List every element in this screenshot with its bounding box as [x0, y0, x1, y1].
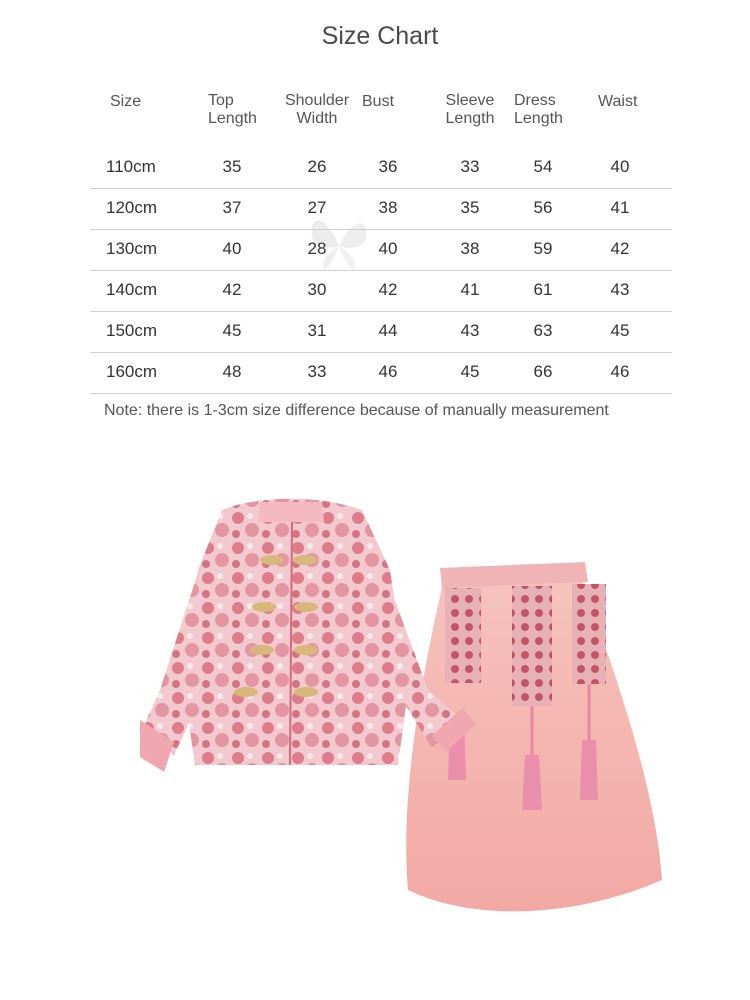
table-row: [90, 230, 672, 271]
header-top-length: Top Length: [208, 92, 257, 127]
header-waist: Waist: [598, 93, 638, 110]
cell-waist: 40: [610, 157, 630, 176]
cell-sleeve-length: 45: [460, 362, 480, 381]
product-photo: [140, 480, 680, 940]
cell-size: 130cm: [106, 239, 158, 258]
cell-sleeve-length: 38: [460, 239, 480, 258]
table-row: [90, 353, 672, 394]
header-size: Size: [110, 93, 142, 110]
cell-shoulder-width: 30: [307, 280, 327, 299]
jacket: [140, 499, 476, 772]
cell-waist: 41: [610, 198, 630, 217]
cell-waist: 46: [610, 362, 630, 381]
cell-bust: 36: [378, 157, 398, 176]
table-header: [90, 92, 672, 148]
cell-top-length: 35: [222, 157, 242, 176]
measurement-note: Note: there is 1-3cm size difference because of manually measurement: [104, 402, 609, 419]
cell-waist: 42: [610, 239, 630, 258]
table-row: [90, 189, 672, 230]
cell-sleeve-length: 33: [460, 157, 480, 176]
header-sleeve-length: Sleeve Length: [445, 92, 495, 127]
cell-size: 150cm: [106, 321, 158, 340]
cell-dress-length: 59: [533, 239, 553, 258]
cell-bust: 46: [378, 362, 398, 381]
cell-dress-length: 66: [533, 362, 553, 381]
cell-top-length: 37: [222, 198, 242, 217]
cell-size: 140cm: [106, 280, 158, 299]
header-shoulder-width: Shoulder Width: [284, 92, 350, 127]
cell-bust: 38: [378, 198, 398, 217]
cell-bust: 40: [378, 239, 398, 258]
header-dress-length: Dress Length: [514, 92, 563, 127]
cell-shoulder-width: 31: [307, 321, 327, 340]
table-row: [90, 148, 672, 189]
cell-waist: 43: [610, 280, 630, 299]
cell-top-length: 42: [222, 280, 242, 299]
cell-dress-length: 56: [533, 198, 553, 217]
cell-dress-length: 54: [533, 157, 553, 176]
cell-top-length: 45: [222, 321, 242, 340]
cell-dress-length: 63: [533, 321, 553, 340]
header-bust: Bust: [362, 93, 395, 110]
table-row: [90, 271, 672, 312]
cell-shoulder-width: 27: [307, 198, 327, 217]
cell-shoulder-width: 33: [307, 362, 327, 381]
cell-bust: 42: [378, 280, 398, 299]
cell-shoulder-width: 28: [307, 239, 327, 258]
cell-size: 120cm: [106, 198, 158, 217]
cell-sleeve-length: 35: [460, 198, 480, 217]
cell-top-length: 40: [222, 239, 242, 258]
table-row: [90, 312, 672, 353]
cell-sleeve-length: 43: [460, 321, 480, 340]
cell-size: 110cm: [106, 157, 156, 176]
cell-waist: 45: [610, 321, 630, 340]
cell-bust: 44: [378, 321, 398, 340]
page-title: Size Chart: [321, 22, 439, 50]
cell-size: 160cm: [106, 362, 158, 381]
cell-dress-length: 61: [533, 280, 553, 299]
cell-shoulder-width: 26: [307, 157, 327, 176]
cell-sleeve-length: 41: [460, 280, 480, 299]
cell-top-length: 48: [222, 362, 242, 381]
size-table: [90, 92, 672, 394]
